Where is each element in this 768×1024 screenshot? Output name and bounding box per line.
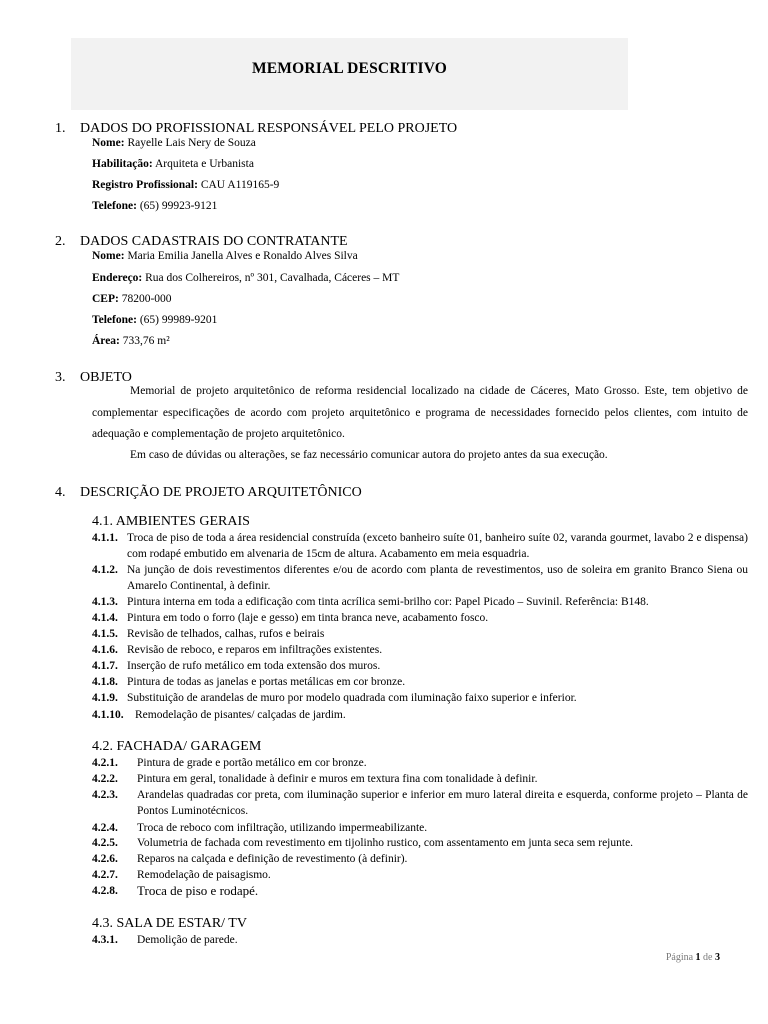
section-number: 4.: [55, 485, 66, 500]
document-title: MEMORIAL DESCRITIVO: [251, 60, 448, 77]
list-item: 4.1.10. Remodelação de pisantes/ calçadas de jardim.: [92, 709, 346, 721]
list-item: 4.1.6. Revisão de reboco, e reparos em infiltrações existentes.: [92, 644, 383, 656]
client-name: Nome: Maria Emilia Janella Alves e Ronaldo Alves Silva: [92, 250, 358, 262]
list-item: 4.2.3. Arandelas quadradas cor preta, com iluminação superior e inferior em muro lateral direita e esquerda, conforme projeto – Planta de Pontos Luminotécnicos.: [92, 789, 748, 817]
subsection-4-3-title: 4.3. SALA DE ESTAR/ TV: [92, 916, 247, 931]
list-item: 4.2.7. Remodelação de paisagismo.: [92, 869, 271, 881]
professional-phone: Telefone: (65) 99923-9121: [92, 200, 218, 212]
list-item: 4.2.4. Troca de reboco com infiltração, utilizando impermeabilizante.: [92, 822, 428, 834]
client-cep: CEP: 78200-000: [92, 293, 172, 305]
list-item: 4.1.2. Na junção de dois revestimentos diferentes e/ou de acordo com planta de revestimentos, uso de soleira em granito Branco Siena ou Amarelo Continental, à definir.: [92, 564, 748, 592]
client-area: Área: 733,76 m²: [92, 335, 170, 347]
objeto-paragraph-1: Memorial de projeto arquitetônico de reforma residencial localizado na cidade de Cáceres, Mato Grosso. Este, tem objetivo de complementar especificações de acordo com projeto arquitetônico e programa de necessidades fornecido pelos clientes, com intuito de adequação e complementação de projeto arquitetônico.: [92, 385, 748, 440]
section-number: 2.: [55, 234, 66, 249]
list-item: 4.1.3. Pintura interna em toda a edificação com tinta acrílica semi-brilho cor: Papel Picado – Suvinil. Referência: B148.: [92, 596, 649, 608]
list-item: 4.2.8. Troca de piso e rodapé.: [92, 883, 259, 898]
list-item: 4.1.5. Revisão de telhados, calhas, rufos e beirais: [92, 628, 325, 640]
subsection-4-1-title: 4.1. AMBIENTES GERAIS: [92, 514, 250, 529]
list-item: 4.1.1. Troca de piso de toda a área residencial construída (exceto banheiro suíte 01, banheiro suíte 02, varanda gourmet, lavabo 2 e dispensa) com rodapé embutido em alvenaria de 15cm de altura. Acabamento em meia esquadria.: [92, 532, 748, 560]
list-item: 4.2.6. Reparos na calçada e definição de revestimento (à definir).: [92, 853, 408, 865]
list-item: 4.1.4. Pintura em todo o forro (laje e gesso) em tinta branca neve, acabamento fosco.: [92, 612, 489, 624]
list-item: 4.1.7. Inserção de rufo metálico em toda extensão dos muros.: [92, 660, 381, 672]
professional-registry: Registro Profissional: CAU A119165-9: [92, 179, 280, 191]
list-item: 4.2.1. Pintura de grade e portão metálico em cor bronze.: [92, 757, 367, 769]
list-item: 4.1.9. Substituição de arandelas de muro por modelo quadrada com iluminação faixo superior e inferior.: [92, 692, 577, 704]
section-title: DADOS CADASTRAIS DO CONTRATANTE: [80, 234, 348, 249]
section-title: DADOS DO PROFISSIONAL RESPONSÁVEL PELO PROJETO: [80, 121, 458, 136]
section-title: DESCRIÇÃO DE PROJETO ARQUITETÔNICO: [80, 485, 362, 500]
section-number: 1.: [55, 121, 66, 136]
list-item: 4.3.1. Demolição de parede.: [92, 934, 238, 946]
section-title: OBJETO: [80, 370, 132, 385]
list-item: 4.1.8. Pintura de todas as janelas e portas metálicas em cor bronze.: [92, 676, 406, 688]
page-number: Página 1 de 3: [665, 952, 720, 963]
list-item: 4.2.5. Volumetria de fachada com revestimento em tijolinho rustico, com assentamento em junta seca sem rejunte.: [92, 837, 634, 849]
section-number: 3.: [55, 370, 66, 385]
client-address: Endereço: Rua dos Colhereiros, nº 301, Cavalhada, Cáceres – MT: [92, 272, 400, 284]
objeto-paragraph-2: Em caso de dúvidas ou alterações, se faz necessário comunicar autora do projeto antes da sua execução.: [130, 449, 608, 461]
professional-name: Nome: Rayelle Lais Nery de Souza: [92, 137, 256, 149]
client-phone: Telefone: (65) 99989-9201: [92, 314, 218, 326]
title-box: [71, 38, 628, 110]
list-item: 4.2.2. Pintura em geral, tonalidade à definir e muros em textura fina com tonalidade à definir.: [92, 773, 538, 785]
professional-license: Habilitação: Arquiteta e Urbanista: [92, 158, 254, 170]
subsection-4-2-title: 4.2. FACHADA/ GARAGEM: [92, 739, 262, 754]
